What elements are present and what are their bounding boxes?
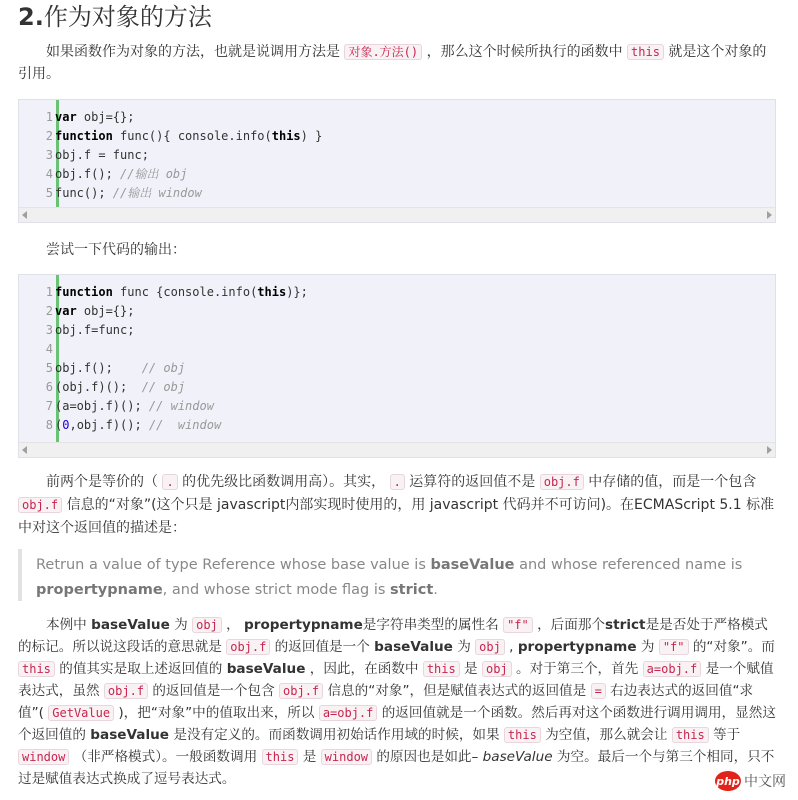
site-watermark: [711, 768, 790, 794]
heading-text: 作为对象的方法: [43, 3, 212, 31]
horizontal-scrollbar[interactable]: [19, 442, 775, 457]
inline-code: this: [18, 661, 55, 677]
inline-code: a=obj.f: [319, 705, 378, 721]
line-number: 1: [45, 285, 53, 299]
scroll-left-arrow-icon[interactable]: [22, 446, 27, 454]
inline-code: this: [672, 727, 709, 743]
explanation-paragraph: 前两个是等价的（ . 的优先级比函数调用高）。其实， . 运算符的返回值不是 obj.f 中存储的值，而是一个包含 obj.f 信息的“对象”(这个只是 javascript内部实现时使用的，用 javascript 代码并不可访问)。在ECMAScript 5.1 标准中对这个返回值的描述是：: [18, 474, 775, 536]
scroll-right-arrow-icon[interactable]: [767, 446, 772, 454]
inline-code: obj: [482, 661, 512, 677]
spec-quote: Retrun a value of type Reference whose base value is baseValue and whose referenced name is propertypname, and whose strict mode flag is strict.: [18, 549, 776, 601]
inline-code: =: [591, 683, 606, 699]
inline-code: window: [321, 749, 372, 765]
inline-code: this: [627, 44, 664, 60]
inline-code: window: [18, 749, 69, 765]
line-number: 1: [45, 110, 53, 124]
line-number: 2: [45, 129, 53, 143]
line-number: 5: [45, 186, 53, 200]
code-line: function func {console.info(this)};: [55, 285, 308, 299]
inline-code: obj: [192, 617, 222, 633]
heading-number: 2.: [18, 3, 44, 31]
code-line: function func(){ console.info(this) }: [55, 129, 323, 143]
line-number-gutter: [19, 275, 59, 442]
inline-code: .: [162, 474, 177, 490]
inline-code: .: [390, 474, 405, 490]
inline-code: obj.f: [226, 639, 270, 655]
inline-code: GetValue: [48, 705, 114, 721]
scroll-left-arrow-icon[interactable]: [22, 211, 27, 219]
line-number: 6: [45, 380, 53, 394]
inline-code: a=obj.f: [643, 661, 702, 677]
code-line: (a=obj.f)(); // window: [55, 399, 214, 413]
code-line: obj.f = func;: [55, 148, 149, 162]
code-line: (0,obj.f)(); // window: [55, 418, 222, 432]
inline-code: obj.f: [279, 683, 323, 699]
inline-code: obj.f: [18, 497, 62, 513]
inline-code: obj: [475, 639, 505, 655]
line-number: 3: [45, 323, 53, 337]
section-heading: [18, 0, 212, 34]
intro-paragraph: 如果函数作为对象的方法，也就是说调用方法是 对象.方法() ，那么这个时候所执行的函数中 this 就是这个对象的引用。: [18, 44, 767, 82]
inline-code: obj.f: [104, 683, 148, 699]
inline-code: "f": [659, 639, 689, 655]
code-line: obj.f(); // obj: [55, 361, 186, 375]
inline-code: this: [504, 727, 541, 743]
code-line: func(); //输出 window: [55, 186, 202, 200]
watermark-text: 中文网: [744, 774, 786, 790]
code-block-1: [18, 99, 776, 223]
line-number: 4: [45, 342, 53, 356]
line-number: 8: [45, 418, 53, 432]
line-number: 4: [45, 167, 53, 181]
scroll-right-arrow-icon[interactable]: [767, 211, 772, 219]
code-line: obj.f(); //输出 obj: [55, 167, 188, 181]
try-output-paragraph: 尝试一下代码的输出：: [46, 242, 186, 258]
code-block-2: [18, 274, 776, 458]
analysis-paragraph: 本例中 baseValue 为 obj ， propertypname是字符串类型的属性名 "f" ，后面那个strict是是否处于严格模式的标记。所以说这段话的意思就是 obj.f 的返回值是一个 baseValue 为 obj , propertypname 为 "f" 的“对象”。而 this 的值其实是取上述返回值的 baseValue ，因此，在函数中 this 是 obj 。对于第三个，首先 a=obj.f 是一个赋值表达式，虽然 obj.f 的返回值是一个包含 obj.f 信息的“对象”，但是赋值表达式的返回值是 = 右边表达式的返回值“求值”( GetValue )，把“对象”中的值取出来，所以 a=obj.f 的返回值就是一个函数。然后再对这个函数进行调用调用，显然这个返回值的 baseValue 是没有定义的。而函数调用初始话作用域的时候，如果 this 为空值，那么就会让 this 等于 window （非严格模式）。一般函数调用 this 是 window 的原因也是如此– baseValue 为空。最后一个与第三个相同，只不过是赋值表达式换成了逗号表达式。: [18, 617, 776, 787]
code-line: var obj={};: [55, 110, 135, 124]
line-number: 2: [45, 304, 53, 318]
php-logo-icon: php: [715, 771, 741, 791]
horizontal-scrollbar[interactable]: [19, 207, 775, 222]
line-number: 3: [45, 148, 53, 162]
inline-code: this: [262, 749, 299, 765]
line-number: 7: [45, 399, 53, 413]
code-line: (obj.f)(); // obj: [55, 380, 186, 394]
inline-code: 对象.方法(): [344, 44, 422, 60]
inline-code: obj.f: [540, 474, 584, 490]
line-number-gutter: [19, 100, 59, 207]
inline-code: this: [423, 661, 460, 677]
inline-code: "f": [503, 617, 533, 633]
code-line: obj.f=func;: [55, 323, 135, 337]
line-number: 5: [45, 361, 53, 375]
code-line: var obj={};: [55, 304, 135, 318]
